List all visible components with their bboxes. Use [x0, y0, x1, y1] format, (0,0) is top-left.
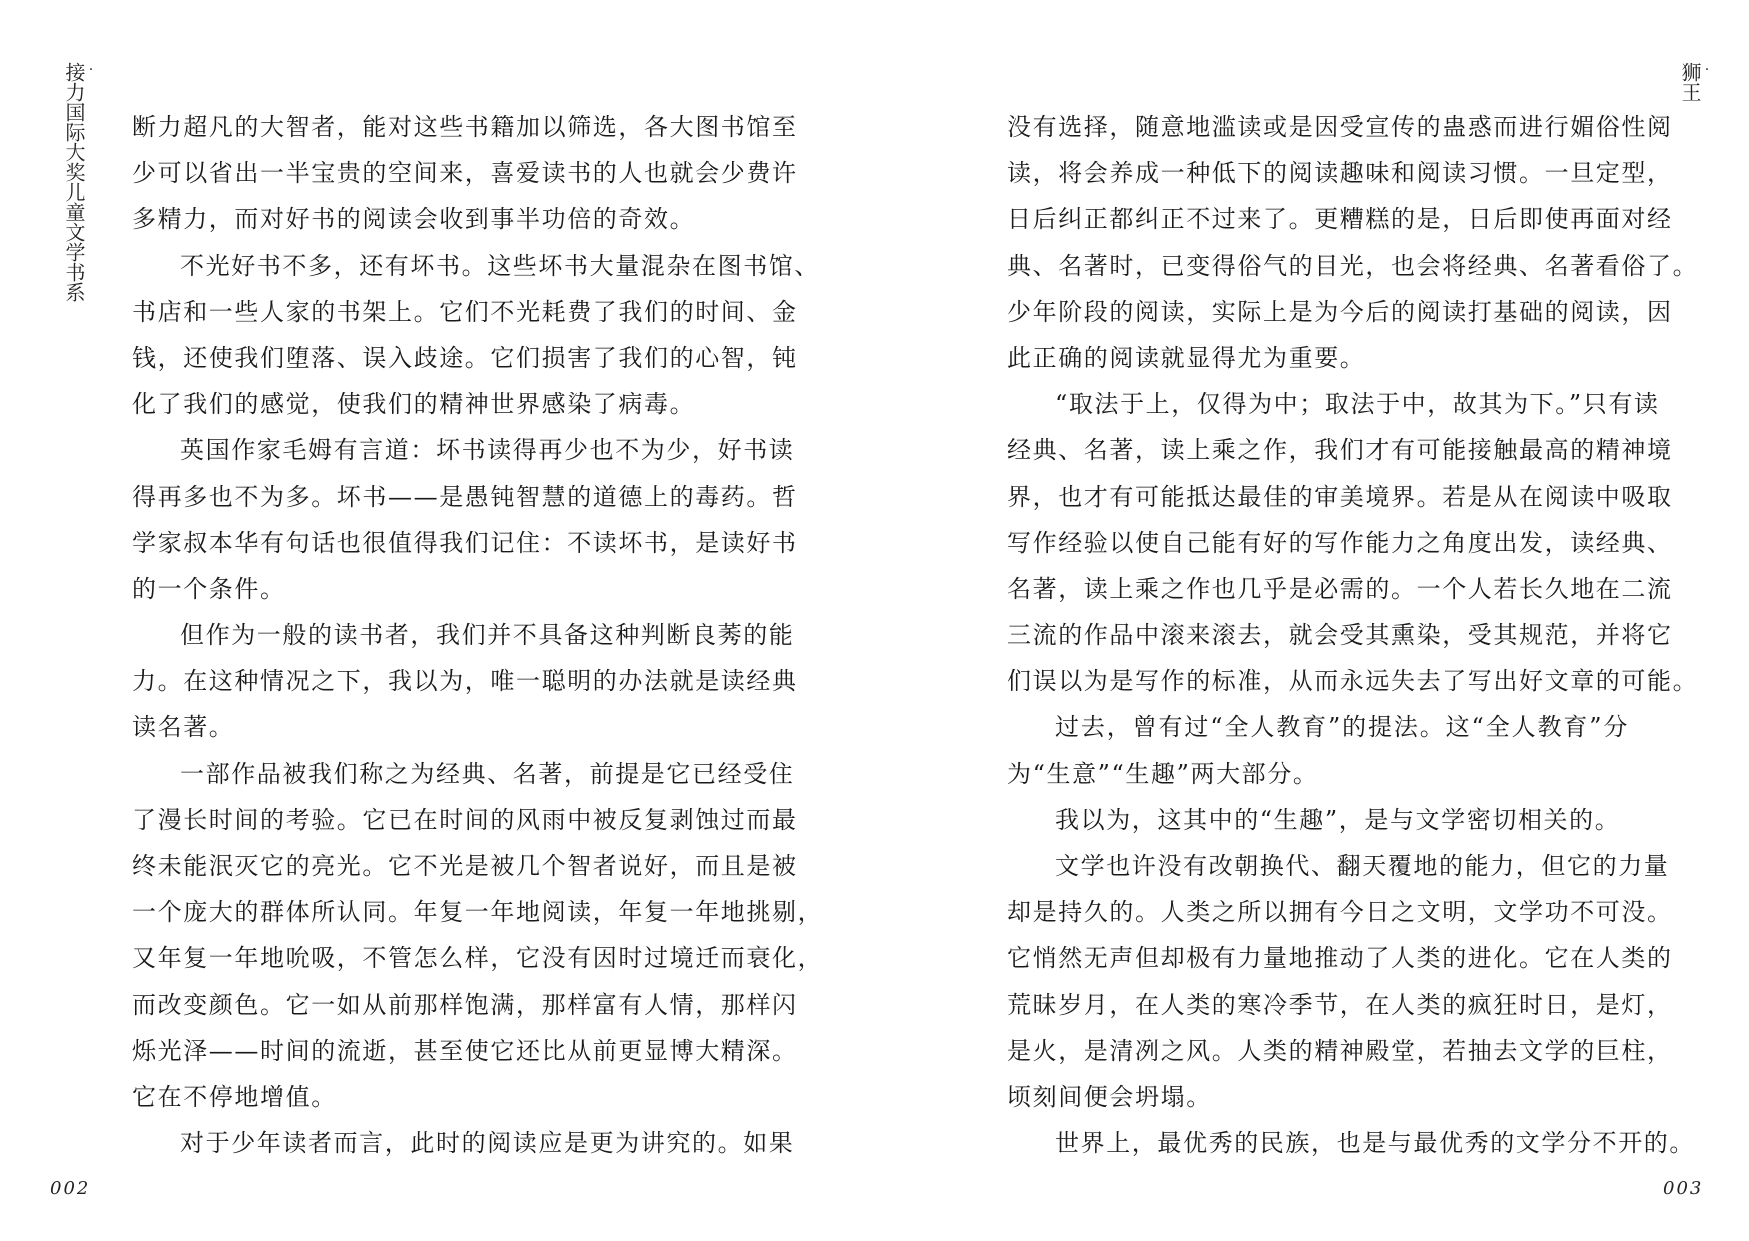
text-line: 此正确的阅读就显得尤为重要。 — [1007, 343, 1366, 372]
text-line: 们误以为是写作的标准，从而永远失去了写出好文章的可能。 — [1007, 667, 1699, 696]
text-line: “取法于上，仅得为中；取法于中，故其为下。”只有读 — [1055, 390, 1660, 419]
left-body-text — [132, 104, 824, 1166]
text-line: 荒昧岁月，在人类的寒冷季节，在人类的疯狂时日，是灯， — [1007, 990, 1673, 1019]
text-line: 多精力，而对好书的阅读会收到事半功倍的奇效。 — [132, 205, 696, 234]
text-line: 力。在这种情况之下，我以为，唯一聪明的办法就是读经典 — [132, 667, 798, 696]
text-line: 读，将会养成一种低下的阅读趣味和阅读习惯。一旦定型， — [1007, 159, 1673, 188]
text-line: 但作为一般的读书者，我们并不具备这种判断良莠的能 — [180, 621, 795, 650]
text-line: 文学也许没有改朝换代、翻天覆地的能力，但它的力量 — [1055, 852, 1670, 880]
text-line: 终未能泯灭它的亮光。它不光是被几个智者说好，而且是被 — [132, 852, 798, 880]
text-line: 我以为，这其中的“生趣”，是与文学密切相关的。 — [1055, 805, 1621, 834]
page-number-right: 003 — [1663, 1178, 1704, 1199]
text-line: 学家叔本华有句话也很值得我们记住：不读坏书，是读好书 — [132, 528, 798, 557]
book-title-text: 狮王 — [1678, 62, 1702, 102]
text-line: 书店和一些人家的书架上。它们不光耗费了我们的时间、金 — [132, 297, 798, 326]
text-line: 而改变颜色。它一如从前那样饱满，那样富有人情，那样闪 — [132, 990, 798, 1019]
text-line: 读名著。 — [132, 713, 235, 742]
right-body-text — [1007, 104, 1699, 1166]
text-line: 一个庞大的群体所认同。年复一年地阅读，年复一年地挑剔， — [132, 898, 824, 927]
text-line: 却是持久的。人类之所以拥有今日之文明，文学功不可没。 — [1007, 898, 1673, 927]
text-line: 顷刻间便会坍塌。 — [1007, 1082, 1212, 1111]
text-line: 少可以省出一半宝贵的空间来，喜爱读书的人也就会少费许 — [132, 159, 798, 188]
right-page — [875, 0, 1749, 1241]
text-line: 是火，是清冽之风。人类的精神殿堂，若抽去文学的巨柱， — [1007, 1036, 1673, 1065]
text-line: 钱，还使我们堕落、误入歧途。它们损害了我们的心智，钝 — [132, 343, 798, 372]
text-line: 对于少年读者而言，此时的阅读应是更为讲究的。如果 — [180, 1129, 795, 1158]
text-line: 不光好书不多，还有坏书。这些坏书大量混杂在图书馆、 — [180, 251, 820, 280]
title-dot: · — [83, 62, 99, 78]
text-line: 了漫长时间的考验。它已在时间的风雨中被反复剥蚀过而最 — [132, 805, 798, 834]
text-line: 化了我们的感觉，使我们的精神世界感染了病毒。 — [132, 390, 696, 419]
book-title — [1680, 62, 1714, 102]
text-line: 日后纠正都纠正不过来了。更糟糕的是，日后即使再面对经 — [1007, 205, 1673, 234]
page-number-left: 002 — [50, 1178, 91, 1199]
series-title — [64, 62, 98, 302]
text-line: 它在不停地增值。 — [132, 1082, 337, 1111]
text-line: 三流的作品中滚来滚去，就会受其熏染，受其规范，并将它 — [1007, 621, 1673, 650]
left-page — [0, 0, 874, 1241]
text-line: 为“生意”“生趣”两大部分。 — [1007, 759, 1319, 788]
text-line: 得再多也不为多。坏书——是愚钝智慧的道德上的毒药。哲 — [132, 482, 798, 511]
text-line: 典、名著时，已变得俗气的目光，也会将经典、名著看俗了。 — [1007, 251, 1699, 280]
text-line: 经典、名著，读上乘之作，我们才有可能接触最高的精神境 — [1007, 436, 1673, 465]
text-line: 断力超凡的大智者，能对这些书籍加以筛选，各大图书馆至 — [132, 113, 798, 141]
text-line: 一部作品被我们称之为经典、名著，前提是它已经受住 — [180, 759, 795, 788]
text-line: 世界上，最优秀的民族，也是与最优秀的文学分不开的。 — [1055, 1129, 1695, 1158]
text-line: 写作经验以使自己能有好的写作能力之角度出发，读经典、 — [1007, 528, 1673, 557]
text-line: 英国作家毛姆有言道：坏书读得再少也不为少，好书读 — [180, 436, 795, 465]
text-line: 界，也才有可能抵达最佳的审美境界。若是从在阅读中吸取 — [1007, 482, 1673, 511]
title-dot: · — [1699, 62, 1715, 78]
text-line: 它悄然无声但却极有力量地推动了人类的进化。它在人类的 — [1007, 944, 1673, 973]
text-line: 过去，曾有过“全人教育”的提法。这“全人教育”分 — [1055, 713, 1629, 742]
text-line: 没有选择，随意地滥读或是因受宣传的蛊惑而进行媚俗性阅 — [1007, 113, 1673, 141]
text-line: 的一个条件。 — [132, 574, 286, 603]
text-line: 又年复一年地吮吸，不管怎么样，它没有因时过境迁而衰化， — [132, 944, 824, 973]
text-line: 名著，读上乘之作也几乎是必需的。一个人若长久地在二流 — [1007, 574, 1673, 603]
text-line: 少年阶段的阅读，实际上是为今后的阅读打基础的阅读，因 — [1007, 297, 1673, 326]
series-title-text: 接力国际大奖儿童文学书系 — [62, 62, 86, 302]
text-line: 烁光泽——时间的流逝，甚至使它还比从前更显博大精深。 — [132, 1036, 798, 1065]
